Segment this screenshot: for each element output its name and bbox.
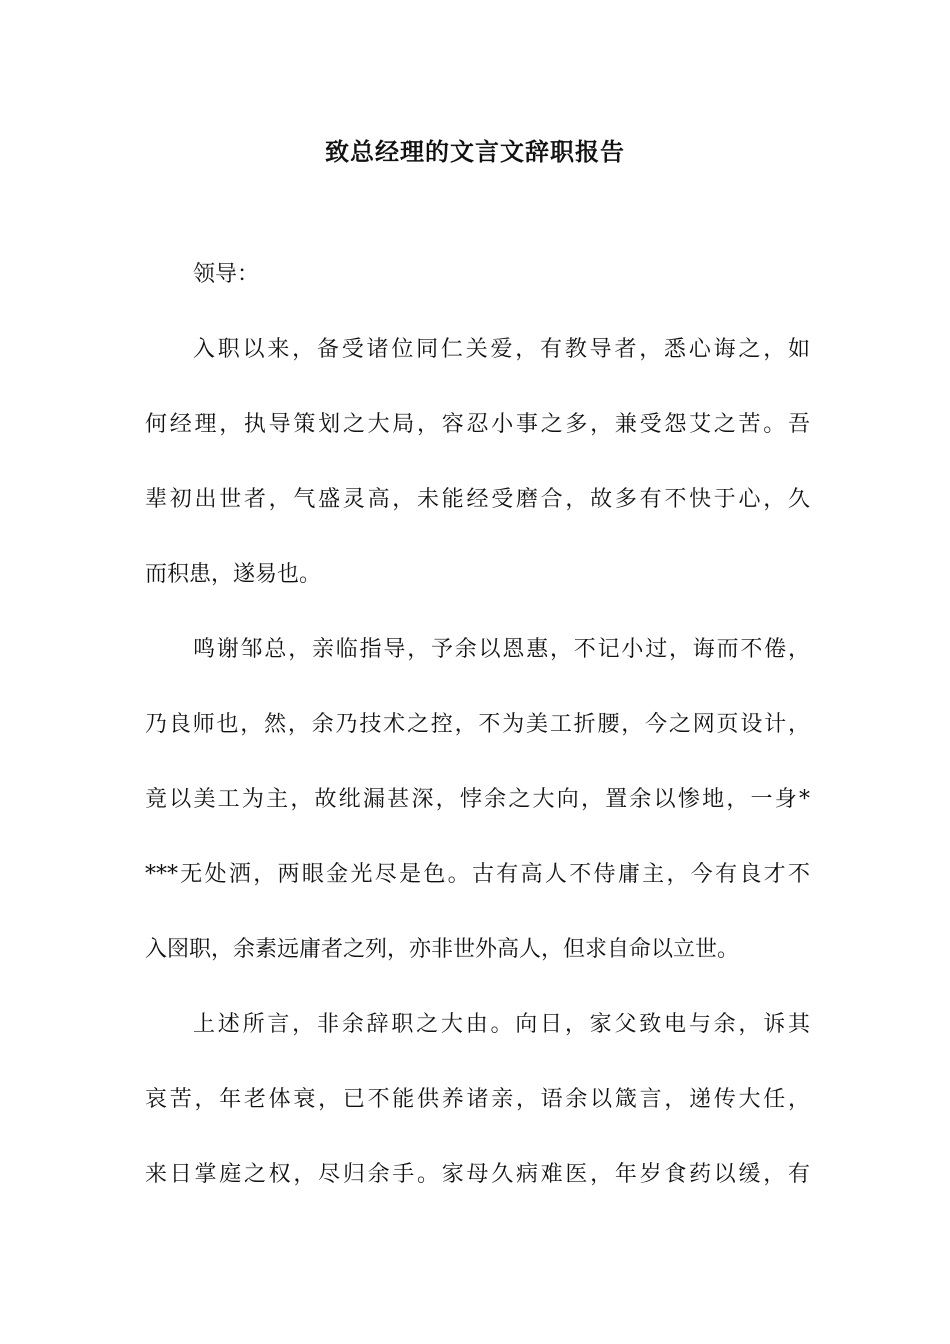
salutation: 领导： [193, 262, 260, 287]
paragraph-line: 鸣谢邹总，亲临指导，予余以恩惠，不记小过，诲而不倦， [193, 637, 810, 662]
paragraph-line: 乃良师也，然，余乃技术之控，不为美工折腰，今之网页设计， [145, 712, 810, 737]
paragraph-line: 辈初出世者，气盛灵高，未能经受磨合，故多有不快于心，久 [145, 487, 810, 512]
paragraph-line: 入职以来，备受诸位同仁关爱，有教导者，悉心诲之，如 [193, 337, 810, 362]
paragraph-line: ***无处洒，两眼金光尽是色。古有高人不侍庸主，今有良才不 [145, 862, 810, 887]
paragraph-line: 竟以美工为主，故纰漏甚深，悖余之大向，置余以惨地，一身* [145, 787, 810, 812]
paragraph-line: 何经理，执导策划之大局，容忍小事之多，兼受怨艾之苦。吾 [145, 412, 810, 437]
paragraph-line: 而积患，遂易也。 [145, 562, 322, 587]
paragraph-line: 来日掌庭之权，尽归余手。家母久病难医，年岁食药以缓，有 [145, 1162, 810, 1187]
paragraph-line: 入囹职，余素远庸者之列，亦非世外高人，但求自命以立世。 [145, 937, 740, 962]
document-title: 致总经理的文言文辞职报告 [325, 137, 625, 166]
paragraph-line: 哀苦，年老体衰，已不能供养诸亲，语余以箴言，递传大任， [145, 1087, 810, 1112]
paragraph-line: 上述所言，非余辞职之大由。向日，家父致电与余，诉其 [193, 1012, 810, 1037]
document-body [145, 252, 810, 1227]
